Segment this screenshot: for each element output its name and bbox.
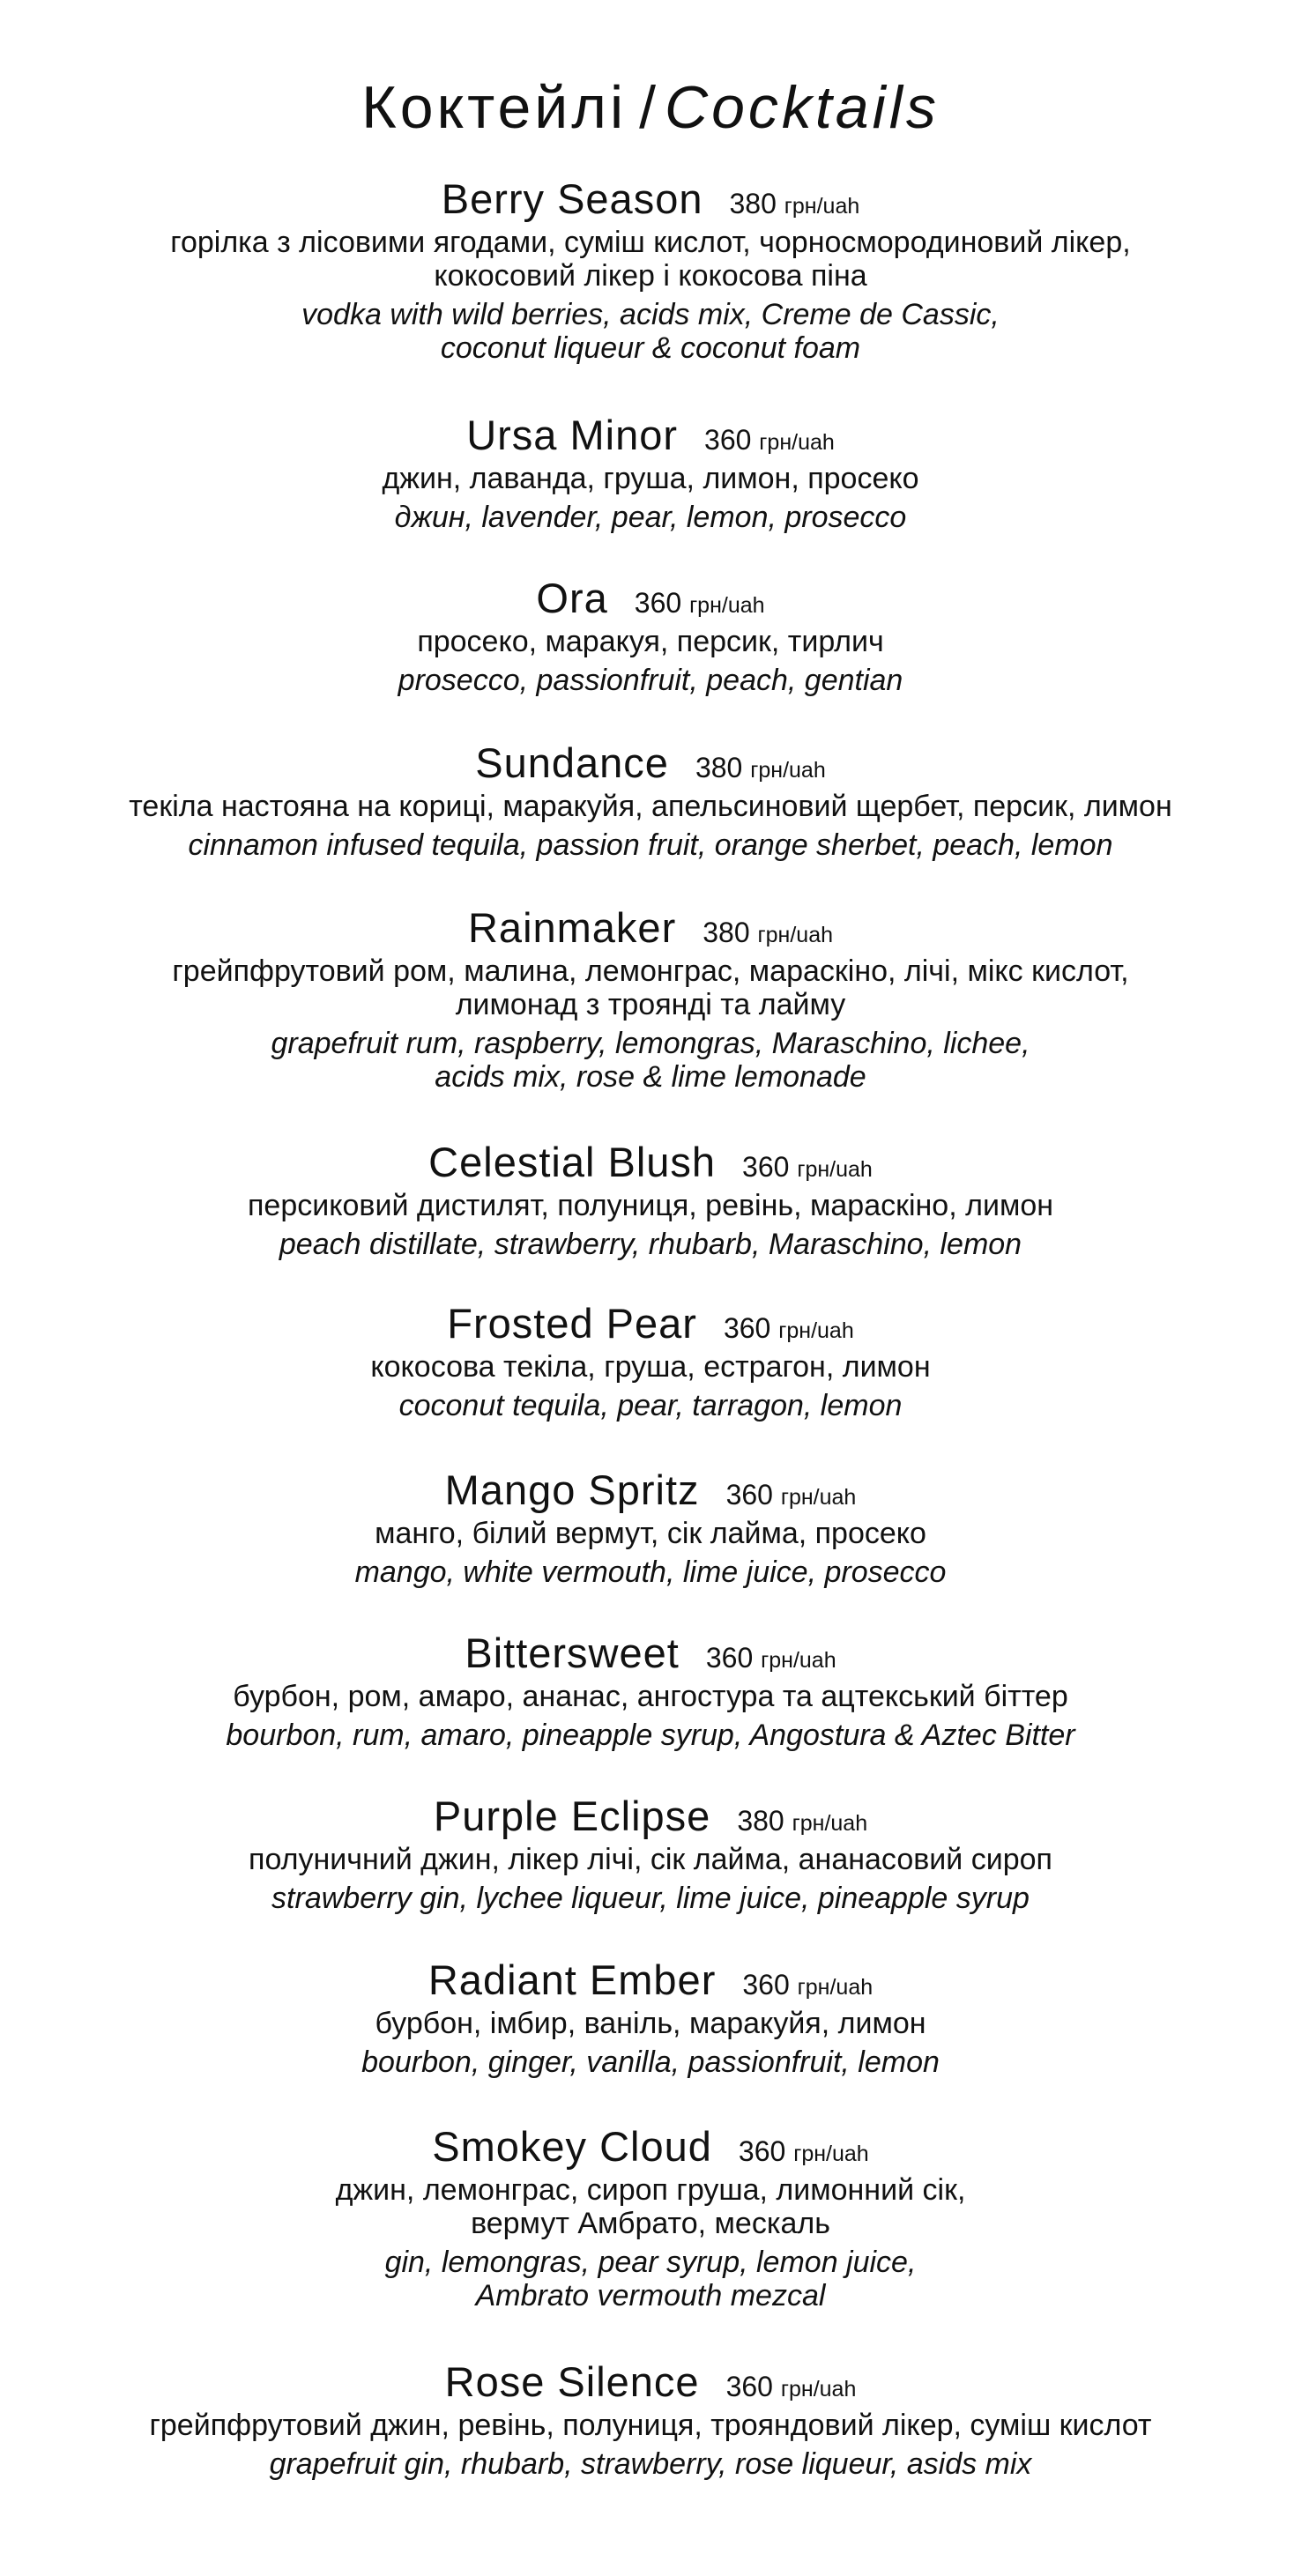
cocktail-price: [742, 1969, 873, 2001]
description-ukrainian: кокосова текіла, груша, естрагон, лимон: [370, 1350, 931, 1384]
cocktail-header: [0, 1140, 1301, 1187]
cocktail-header: [0, 412, 1301, 460]
cocktail-price: [726, 1479, 857, 1511]
cocktail-header: [0, 1957, 1301, 2005]
description-english: vodka with wild berries, acids mix, Creme de Cassic, coconut liqueur & coconut foam: [301, 298, 1000, 365]
cocktail-name: Smokey Cloud: [432, 2123, 712, 2170]
cocktail-price: [742, 1151, 873, 1183]
cocktail-name: Rainmaker: [467, 904, 677, 951]
cocktail-name: Sundance: [475, 739, 669, 786]
cocktail-item: [0, 1630, 1301, 1752]
cocktail-header: [0, 1793, 1301, 1841]
price-currency: грн/uah: [797, 1157, 873, 1182]
description-english: grapefruit gin, rhubarb, strawberry, rose liqueur, asids mix: [269, 2447, 1032, 2481]
price-currency: грн/uah: [780, 1485, 857, 1510]
description-ukrainian: джин, лемонграс, сироп груша, лимонний сік, вермут Амбрато, мескаль: [335, 2173, 966, 2240]
cocktail-name: Berry Season: [441, 175, 703, 222]
description-english: bourbon, ginger, vanilla, passionfruit, lemon: [361, 2045, 940, 2079]
cocktail-item: [0, 1957, 1301, 2079]
price-currency: грн/uah: [784, 194, 860, 219]
description-ukrainian: бурбон, імбир, ваніль, маракуйя, лимон: [375, 2007, 926, 2040]
cocktail-name: Purple Eclipse: [433, 1793, 711, 1839]
title-english: Cocktails: [664, 74, 940, 141]
description-english: strawberry gin, lychee liqueur, lime juice, pineapple syrup: [271, 1882, 1030, 1915]
cocktail-item: [0, 1140, 1301, 1261]
price-value: 380: [729, 188, 777, 219]
description-english: peach distillate, strawberry, rhubarb, Maraschino, lemon: [279, 1228, 1022, 1261]
cocktail-name: Radiant Ember: [427, 1956, 717, 2003]
cocktail-header: [0, 176, 1301, 224]
price-currency: грн/uah: [689, 593, 765, 618]
description-english: bourbon, rum, amaro, pineapple syrup, Angostura & Aztec Bitter: [226, 1719, 1075, 1752]
price-value: 360: [738, 2135, 786, 2167]
price-currency: грн/uah: [792, 1811, 868, 1836]
cocktail-header: [0, 740, 1301, 788]
cocktail-price: [703, 917, 833, 948]
description-ukrainian: грейпфрутовий ром, малина, лемонграс, мараскіно, лічі, мікс кислот, лимонад з трояндi та лайму: [172, 954, 1129, 1021]
cocktail-name: Rose Silence: [444, 2358, 700, 2405]
cocktail-header: [0, 575, 1301, 623]
cocktail-name: Ursa Minor: [466, 412, 679, 458]
description-english: coconut tequila, pear, tarragon, lemon: [398, 1389, 903, 1422]
cocktail-header: [0, 2124, 1301, 2171]
price-value: 360: [742, 1151, 790, 1183]
cocktail-price: [706, 1642, 836, 1674]
cocktail-header: [0, 1301, 1301, 1348]
description-ukrainian: грейпфрутовий джин, ревінь, полуниця, трояндовий лікер, суміш кислот: [149, 2409, 1152, 2442]
price-value: 360: [634, 587, 682, 619]
cocktail-item: [0, 176, 1301, 365]
cocktail-price: [737, 1805, 867, 1837]
description-ukrainian: бурбон, ром, амаро, ананас, ангостура та ацтекський біттер: [233, 1680, 1068, 1713]
title-separator: /: [639, 74, 659, 141]
cocktail-item: [0, 2124, 1301, 2312]
description-english: mango, white vermouth, lime juice, prosecco: [354, 1555, 947, 1589]
price-currency: грн/uah: [780, 2377, 857, 2402]
cocktail-price: [739, 2135, 869, 2167]
price-value: 380: [703, 917, 750, 948]
cocktail-price: [704, 424, 835, 456]
description-english: grapefruit rum, raspberry, lemongras, Maraschino, lichee, acids mix, rose & lime lemonade: [271, 1027, 1030, 1094]
description-english: prosecco, passionfruit, peach, gentian: [398, 664, 903, 697]
price-value: 360: [725, 1479, 773, 1511]
description-english: cinnamon infused tequila, passion fruit, orange sherbet, peach, lemon: [188, 828, 1113, 862]
title-ukrainian: Коктейлі: [361, 74, 628, 141]
cocktail-price: [729, 188, 859, 219]
cocktail-item: [0, 1467, 1301, 1589]
cocktail-header: [0, 1467, 1301, 1515]
cocktail-header: [0, 905, 1301, 953]
description-ukrainian: текіла настояна на кориці, маракуйя, апельсиновий щербет, персик, лимон: [129, 790, 1172, 823]
description-ukrainian: горілка з лісовими ягодами, суміш кислот, чорносмородиновий лікер, кокосовий лікер і кокосова піна: [170, 226, 1131, 293]
cocktail-name: Ora: [536, 575, 608, 621]
price-value: 380: [695, 752, 743, 783]
price-value: 360: [723, 1312, 771, 1344]
price-value: 360: [705, 1642, 754, 1674]
cocktail-item: [0, 2359, 1301, 2481]
price-currency: грн/uah: [757, 923, 834, 947]
cocktail-item: [0, 905, 1301, 1094]
description-english: gin, lemongras, pear syrup, lemon juice, Ambrato vermouth mezcal: [384, 2246, 917, 2312]
price-value: 380: [737, 1805, 784, 1837]
cocktail-item: [0, 412, 1301, 534]
cocktail-header: [0, 2359, 1301, 2407]
price-currency: грн/uah: [759, 430, 835, 455]
cocktail-name: Mango Spritz: [444, 1466, 700, 1513]
cocktail-name: Frosted Pear: [447, 1300, 697, 1347]
cocktail-item: [0, 575, 1301, 697]
cocktail-item: [0, 740, 1301, 862]
cocktail-price: [635, 587, 765, 619]
price-value: 360: [704, 424, 752, 456]
price-value: 360: [725, 2371, 773, 2402]
price-currency: грн/uah: [761, 1648, 836, 1673]
cocktail-header: [0, 1630, 1301, 1678]
price-currency: грн/uah: [797, 1975, 874, 2000]
cocktail-name: Bittersweet: [465, 1629, 680, 1676]
page-title: [0, 74, 1301, 141]
cocktail-price: [724, 1312, 854, 1344]
cocktail-item: [0, 1793, 1301, 1915]
cocktail-price: [726, 2371, 857, 2402]
cocktail-name: Celestial Blush: [428, 1139, 717, 1185]
cocktail-price: [695, 752, 826, 783]
price-currency: грн/uah: [778, 1318, 854, 1343]
description-ukrainian: персиковий дистилят, полуниця, ревінь, мараскіно, лимон: [248, 1189, 1053, 1222]
description-ukrainian: манго, білий вермут, сік лайма, просеко: [375, 1517, 926, 1550]
price-currency: грн/uah: [750, 758, 826, 783]
price-value: 360: [742, 1969, 790, 2001]
description-ukrainian: просеко, маракуя, персик, тирлич: [417, 625, 884, 658]
description-ukrainian: джин, лаванда, груша, лимон, просеко: [382, 462, 919, 495]
description-ukrainian: полуничний джин, лікер лічі, сік лайма, ананасовий сироп: [249, 1843, 1052, 1876]
price-currency: грн/uah: [793, 2142, 869, 2166]
cocktail-item: [0, 1301, 1301, 1422]
description-english: джин, lavender, pear, lemon, prosecco: [394, 501, 907, 534]
